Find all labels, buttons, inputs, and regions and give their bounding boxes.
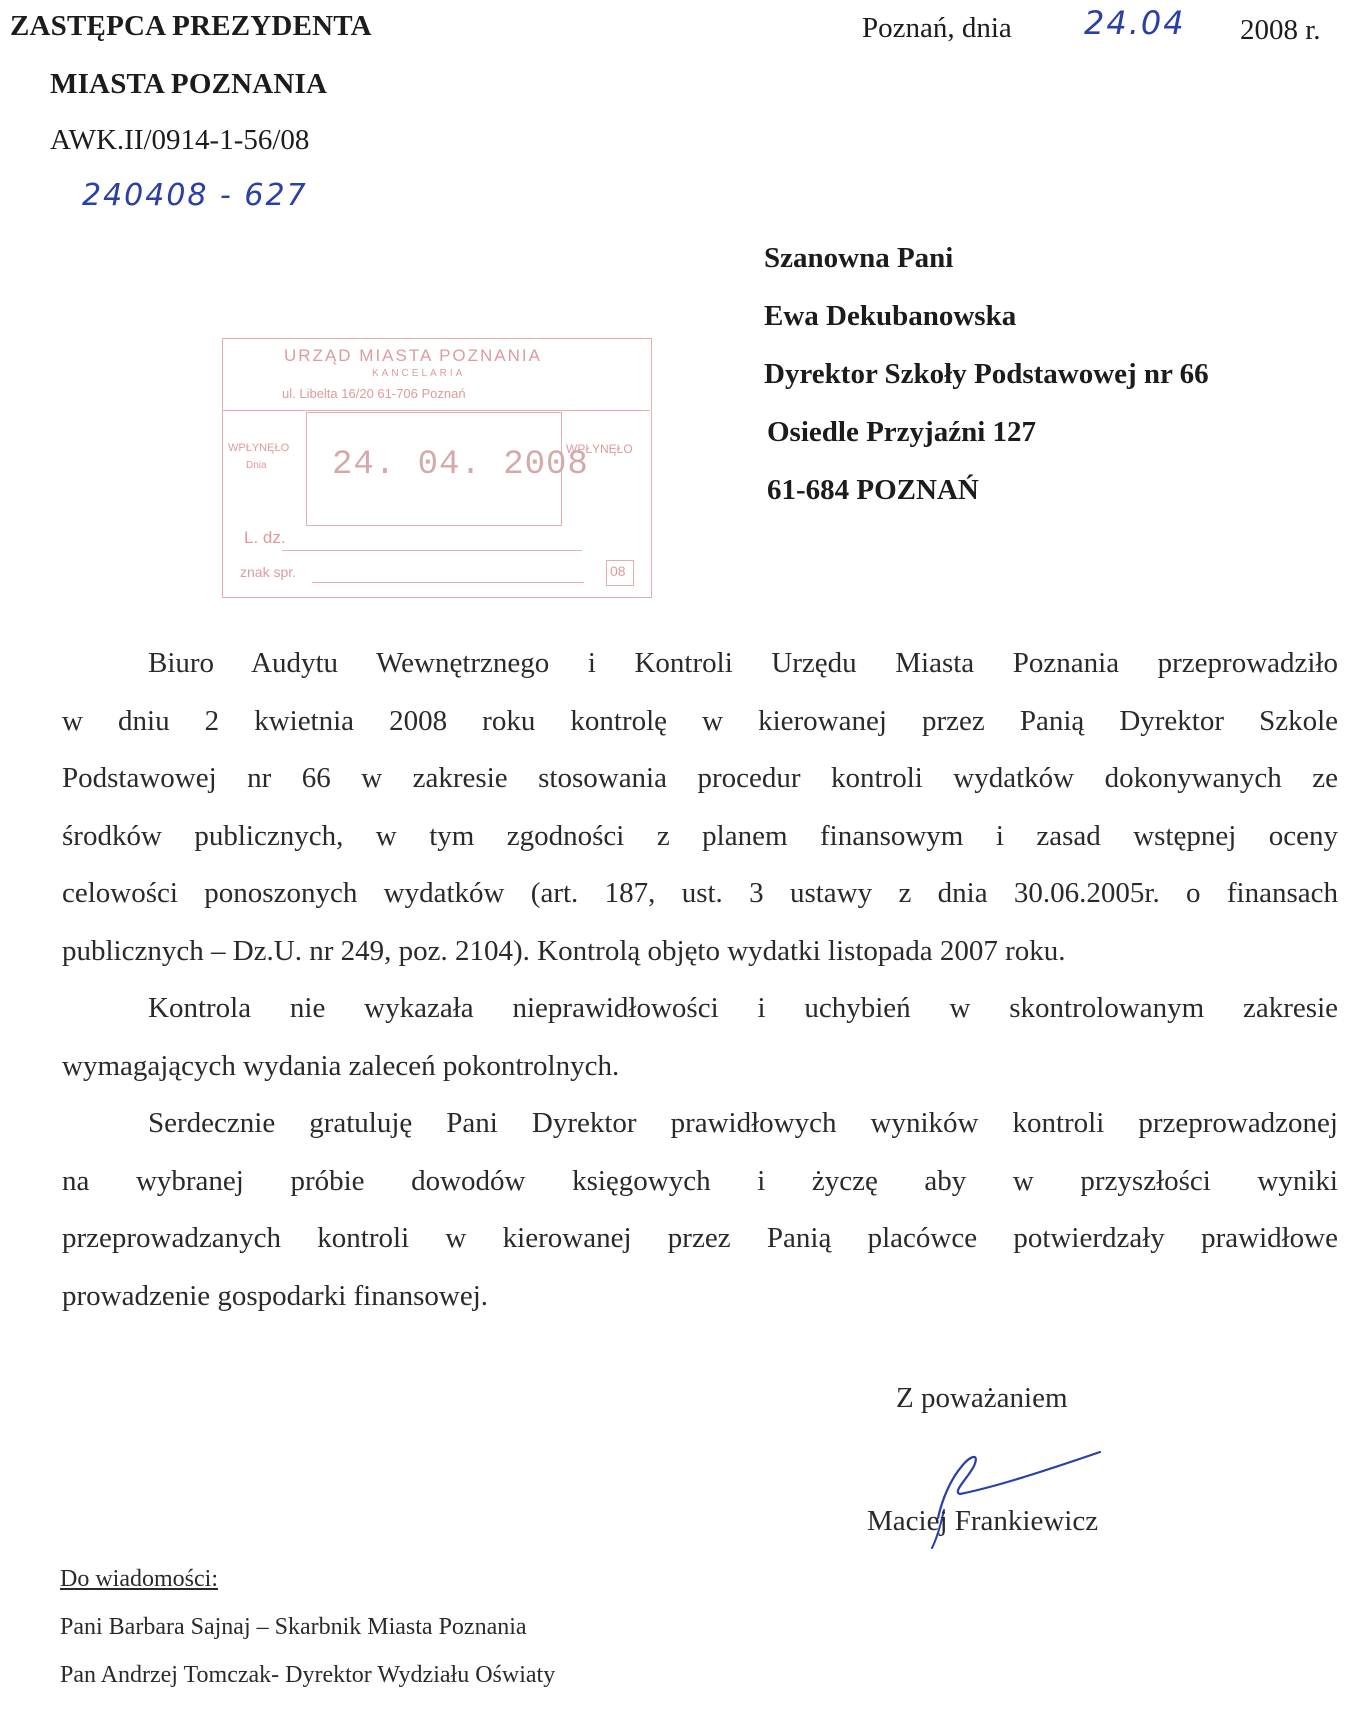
stamp-subtitle: KANCELARIA	[372, 368, 466, 379]
paragraph-1-line: publicznych – Dz.U. nr 249, poz. 2104). Kontrolą objęto wydatki listopada 2007 roku.	[62, 934, 1066, 967]
stamp-year: 08	[610, 563, 626, 579]
paragraph-1-line: Biuro Audytu Wewnętrznego i Kontroli Urzędu Miasta Poznania przeprowadziło	[148, 647, 1338, 679]
reference-number: AWK.II/0914-1-56/08	[50, 124, 310, 156]
sender-title-line1: ZASTĘPCA PREZYDENTA	[10, 10, 372, 42]
paragraph-3-line: prowadzenie gospodarki finansowej.	[62, 1279, 489, 1312]
stamp-title: URZĄD MIASTA POZNANIA	[284, 346, 542, 365]
stamp-sign-label: znak spr.	[240, 564, 297, 580]
receipt-stamp	[222, 338, 654, 602]
stamp-ld-line	[282, 550, 582, 551]
stamp-left-label: WPŁYNĘŁO	[228, 442, 290, 454]
paragraph-3-line: na wybranej próbie dowodów księgowych i życzę aby w przyszłości wyniki	[62, 1164, 1338, 1197]
recipient-city: 61-684 POZNAŃ	[767, 474, 979, 506]
cc-item: Pan Andrzej Tomczak- Dyrektor Wydziału Oświaty	[60, 1662, 556, 1688]
paragraph-1	[62, 635, 1338, 980]
paragraph-1-line: w dniu 2 kwietnia 2008 roku kontrolę w kierowanej przez Panią Dyrektor Szkole	[62, 704, 1338, 737]
paragraph-1-line: celowości ponoszonych wydatków (art. 187, ust. 3 ustawy z dnia 30.06.2005r. o finansach	[62, 877, 1338, 909]
stamp-date: 24. 04. 2008	[332, 446, 589, 484]
stamp-address: ul. Libelta 16/20 61-706 Poznań	[282, 386, 466, 401]
sender-title-line2: MIASTA POZNANIA	[50, 68, 328, 100]
stamp-ld-label: L. dz.	[244, 528, 286, 547]
paragraph-1-line: środków publicznych, w tym zgodności z planem finansowym i zasad wstępnej oceny	[62, 819, 1338, 852]
stamp-left-sub: Dnia	[246, 460, 267, 471]
paragraph-3	[62, 1095, 1338, 1325]
handwritten-date: 24.04	[1084, 4, 1186, 42]
recipient-position: Dyrektor Szkoły Podstawowej nr 66	[764, 358, 1209, 390]
paragraph-2-line: Kontrola nie wykazała nieprawidłowości i uchybień w skontrolowanym zakresie	[148, 992, 1338, 1024]
dateline-prefix: Poznań, dnia	[862, 12, 1012, 44]
paragraph-2-line: wymagających wydania zaleceń pokontrolnych.	[62, 1049, 620, 1082]
handwritten-registry-number: 240408 - 627	[82, 178, 308, 213]
paragraph-3-line: Serdecznie gratuluję Pani Dyrektor prawidłowych wyników kontroli przeprowadzonej	[148, 1107, 1338, 1139]
recipient-street: Osiedle Przyjaźni 127	[767, 416, 1037, 448]
paragraph-3-line: przeprowadzanych kontroli w kierowanej przez Panią placówce potwierdzały prawidłowe	[62, 1222, 1338, 1254]
dateline-year: 2008 r.	[1240, 14, 1321, 46]
paragraph-2	[62, 980, 1338, 1095]
cc-item: Pani Barbara Sajnaj – Skarbnik Miasta Poznania	[60, 1614, 527, 1640]
paragraph-1-line: Podstawowej nr 66 w zakresie stosowania procedur kontroli wydatków dokonywanych ze	[62, 762, 1338, 794]
signatory-name: Maciej Frankiewicz	[867, 1505, 1099, 1537]
stamp-divider-top	[222, 410, 650, 411]
stamp-right-label: WPŁYNĘŁO	[566, 442, 633, 456]
closing-greeting: Z poważaniem	[896, 1382, 1068, 1414]
cc-label: Do wiadomości:	[60, 1566, 218, 1592]
stamp-sign-line	[312, 582, 584, 583]
recipient-name: Ewa Dekubanowska	[764, 300, 1017, 332]
recipient-salutation: Szanowna Pani	[764, 242, 954, 274]
